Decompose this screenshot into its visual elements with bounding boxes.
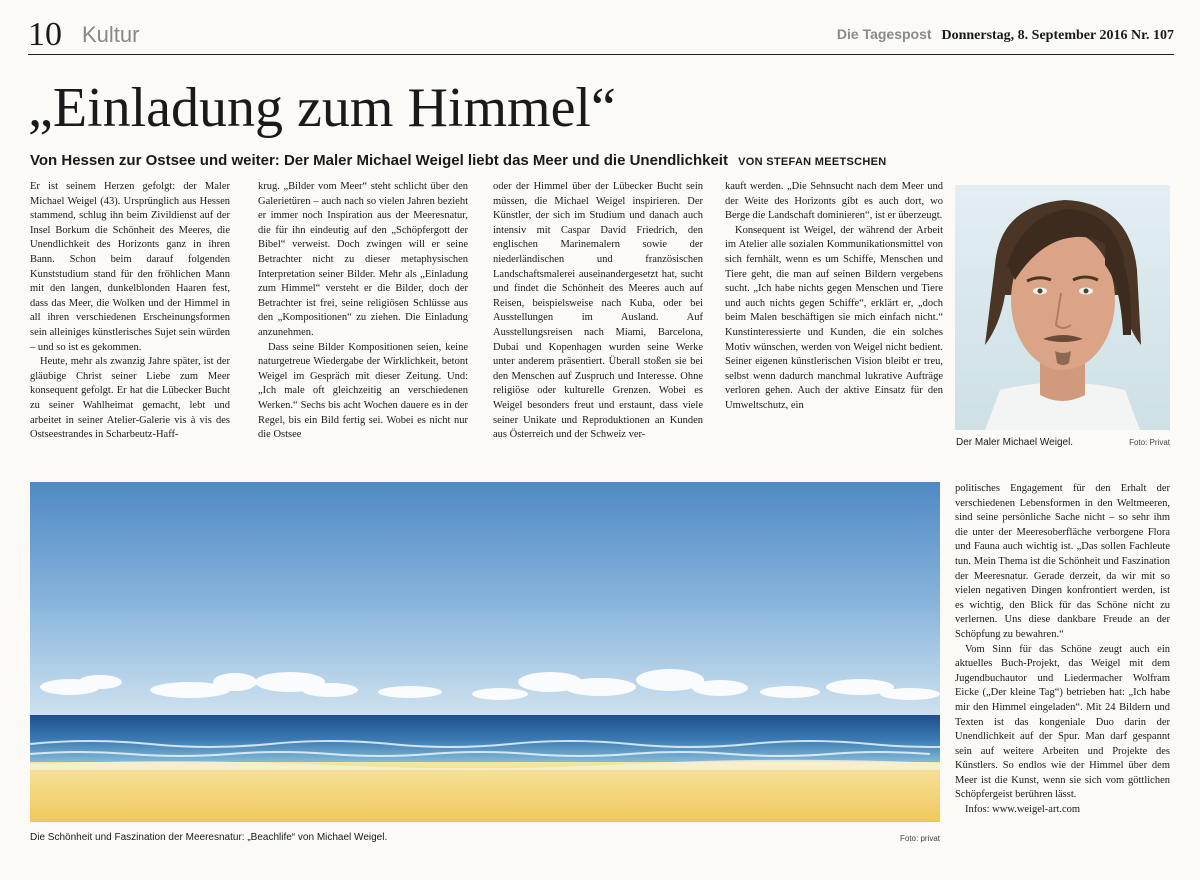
paragraph: Vom Sinn für das Schöne zeugt auch ein aktuelles Buch-Projekt, das Weigel mit dem Jugendbuchautor und Liedermacher Wolfram Eicke („Der kleine Tag“) betrieben hat: „Ich habe mir den Himmel eingeladen“. Mit 24 Bildern und Texten ist das kongeniale Duo darin der Unendlichkeit auf der Spur. Man darf gespannt sein auf weitere Arbeiten und Projekte des Künstlers. So endlos wie der Himmel über dem Meer ist die Kunst, wenn sie sich vom göttlichen Schöpfergeist berühren lässt. bbox=[955, 643, 1170, 801]
paragraph: kauft werden. „Die Sehnsucht nach dem Meer und der Weite des Horizonts gibt es auch dort, wo Berge die Landschaft dominieren“, ist er überzeugt. bbox=[725, 181, 943, 222]
portrait-caption-row bbox=[956, 437, 1170, 448]
column-5 bbox=[955, 482, 1170, 818]
info-line: Infos: www.weigel-art.com bbox=[965, 804, 1081, 816]
page-number: 10 bbox=[28, 16, 62, 53]
portrait-credit: Foto: Privat bbox=[1129, 438, 1170, 447]
issue-date: Donnerstag, 8. September 2016 Nr. 107 bbox=[941, 28, 1174, 43]
portrait-photo bbox=[955, 185, 1170, 430]
paragraph: politisches Engagement für den Erhalt der verschiedenen Lebensformen in den Weltmeeren, sind seine persönliche Sache nicht – so sehr ihm die unter der Meeresoberfläche verborgene Flora und Fauna auch wichtig ist. „Das sollen Fachleute tun. Mein Thema ist die Schönheit und Faszination der Meeresnatur. Gerade derzeit, da wir mit so vielen negativen Dingen konfrontiert werden, ist es wichtig, den Blick für das Schöne nicht zu verlernen. Uns diese dankbare Freude an der Schöpfung zu bewahren.“ bbox=[955, 483, 1170, 640]
portrait-caption: Der Maler Michael Weigel. bbox=[956, 437, 1074, 448]
masthead-info bbox=[837, 26, 1174, 44]
paragraph: Konsequent ist Weigel, der während der Arbeit im Atelier alle sozialen Kommunikationsmittel von sich fernhält, wenn es um Schiffe, Menschen und Tiere geht, die man auf seinen Bildern vergebens sucht. „Ich habe nichts gegen Menschen und Tiere und auch nichts gegen Schiffe“, erklärt er, „doch beim Malen beschäftigen sie mich einfach nicht.“ Kunstinteressierte und Kunden, die ein solches Motiv wünschen, werden von Weigel nicht bedient. Seiner eigenen künstlerischen Vision bleibt er treu, selbst wenn dadurch manchmal lukrative Aufträge verloren gehen. Auch der aktive Einsatz für den Umweltschutz, ein bbox=[725, 224, 943, 411]
seascape-photo bbox=[30, 482, 940, 822]
section-name: Kultur bbox=[82, 22, 140, 47]
paper-name: Die Tagespost bbox=[836, 26, 932, 42]
seascape-caption-row bbox=[30, 832, 940, 843]
column-1 bbox=[30, 180, 230, 443]
seascape-caption: Die Schönheit und Faszination der Meeresnatur: „Beachlife“ von Michael Weigel. bbox=[30, 832, 388, 843]
column-3 bbox=[493, 180, 703, 443]
byline: VON STEFAN MEETSCHEN bbox=[738, 156, 887, 168]
headline: „Einladung zum Himmel“ bbox=[28, 77, 616, 139]
subheadline: Von Hessen zur Ostsee und weiter: Der Maler Michael Weigel liebt das Meer und die Unendlichkeit bbox=[30, 152, 728, 169]
paragraph: Heute, mehr als zwanzig Jahre später, ist der gläubige Christ seiner Liebe zum Meer konsequent gefolgt. Er hat die Lübecker Bucht zu seiner Wahlheimat gemacht, lebt und arbeitet in seiner Atelier-Galerie vis à vis des Ostseestrandes in Scharbeutz-Haff- bbox=[30, 356, 230, 441]
column-2 bbox=[258, 180, 468, 443]
portrait-image bbox=[955, 185, 1170, 430]
seascape-credit: Foto: privat bbox=[899, 834, 940, 843]
seascape-image bbox=[30, 482, 940, 822]
subheadline-row bbox=[30, 152, 887, 169]
paragraph: krug. „Bilder vom Meer“ steht schlicht über den Galerietüren – auch nach so vielen Jahren bezieht er immer noch Inspiration aus der Meeresnatur, die für ihn eindeutig auf den „Schöpfergott der Bibel“ verweist. Doch zwingen will er seine Betrachter nicht zu dieser metaphysischen Interpretation seiner Bilder. Mehr als „Einladung zum Himmel“ versteht er die Bilder, doch der Betrachter ist frei, seine religiösen Schlüsse aus den „Kompositionen“ zu ziehen. Die Einladung anzunehmen. bbox=[258, 181, 468, 338]
paragraph: oder der Himmel über der Lübecker Bucht sein müssen, die Michael Weigel inspirieren. Der Künstler, der sich im Studium und danach auch intensiv mit Caspar David Friedrich, den englischen Marinemalern sowie der niederländischen und französischen Landschaftsmalerei auseinandergesetzt hat, sucht und findet die Schönheit des Meeres auch auf Reisen, beispielsweise nach Kuba, oder bei Ausstellungen im Ausland. Auf Ausstellungsreisen nach Miami, Barcelona, Dubai und Kopenhagen wurden seine Werke unter anderem präsentiert. Überall stoßen sie bei den Menschen auf Zuspruch und Interesse. Ohne religiöse oder kulturelle Grenzen. Wobei es Weigel besonders freut und erstaunt, dass viele seiner Unikate und Reproduktionen an Kunden aus Österreich und der Schweiz ver- bbox=[493, 181, 703, 441]
paragraph: Dass seine Bilder Kompositionen seien, keine naturgetreue Wiedergabe der Wirklichkeit, betont Weigel im Gespräch mit dieser Zeitung. Und: „Ich male oft gleichzeitig an verschiedenen Werken.“ Sechs bis acht Wochen dauere es in der Regel, bis ein Bild fertig sei. Wobei es nicht nur die Ostsee bbox=[258, 341, 468, 441]
column-4 bbox=[725, 180, 943, 414]
paragraph: Er ist seinem Herzen gefolgt: der Maler Michael Weigel (43). Ursprünglich aus Hessen stammend, schlug ihn beim Zivildienst auf der Insel Borkum die Schönheit des Meeres, die Unendlichkeit des Horizonts ganz in ihren Bann. Schon beim darauf folgenden Kunststudium stand für den fröhlichen Mann mit den langen, dunkelblonden Haaren fest, dass das Meer, die Wolken und der Himmel in all ihren verschiedenen Erscheinungsformen sein alleiniges künstlerisches Sujet sein würden – und so ist es gekommen. bbox=[30, 181, 230, 353]
page-header bbox=[28, 16, 1174, 55]
